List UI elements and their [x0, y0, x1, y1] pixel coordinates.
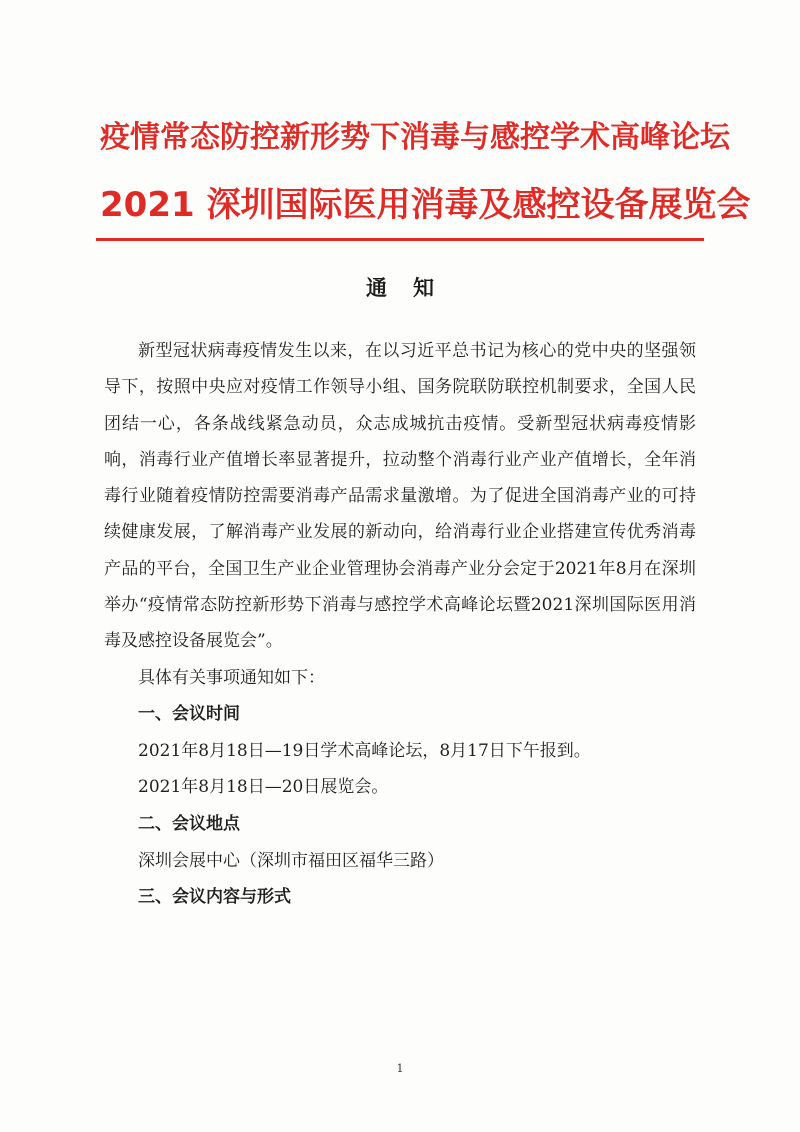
notice-title: 通知 [366, 276, 460, 300]
matters-intro: 具体有关事项通知如下： [138, 667, 325, 688]
header-title-line-1: 疫情常态防控新形势下消毒与感控学术高峰论坛 [100, 120, 730, 155]
intro-paragraph: 新型冠状病毒疫情发生以来，在以习近平总书记为核心的党中央的坚强领导下，按照中央应对疫情工作领导小组、国务院联防联控机制要求，全国人民团结一心，各条战线紧急动员，众志成城抗击疫情。受新型冠状病毒疫情影响，消毒行业产值增长率显著提升，拉动整个消毒行业产业产值增长，全年消毒行业随着疫情防控需要消毒产品需求量激增。为了促进全国消毒产业的可持续健康发展，了解消毒产业发展的新动向，给消毒行业企业搭建宣传优秀消毒产品的平台，全国卫生产业企业管理协会消毒产业分会定于2021年8月在深圳举办“疫情常态防控新形势下消毒与感控学术高峰论坛暨2021深圳国际医用消毒及感控设备展览会”。 [104, 341, 696, 652]
section-2-line-1: 深圳会展中心（深圳市福田区福华三路） [138, 850, 444, 871]
document-body [104, 333, 696, 916]
section-1-line-2: 2021年8月18日—20日展览会。 [138, 777, 389, 798]
section-3-heading: 三、会议内容与形式 [138, 886, 291, 907]
header-title-line-2: 2021 深圳国际医用消毒及感控设备展览会 [100, 185, 751, 225]
section-2-heading: 二、会议地点 [138, 813, 240, 834]
section-1-line-1: 2021年8月18日—19日学术高峰论坛，8月17日下午报到。 [138, 740, 591, 761]
header-red-rule [96, 238, 704, 241]
page-number: 1 [396, 1062, 404, 1075]
section-1-heading: 一、会议时间 [138, 703, 240, 724]
